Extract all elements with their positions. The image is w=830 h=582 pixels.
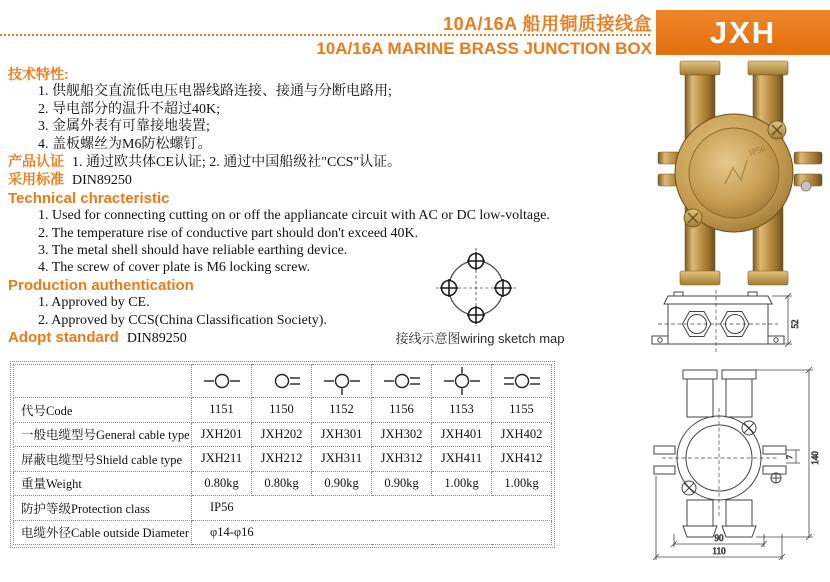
row-label: 一般电缆型号General cable type xyxy=(14,422,192,447)
cover-screw-top-right xyxy=(742,421,756,435)
box-lid xyxy=(664,296,772,304)
table-row-protection-class xyxy=(14,496,552,521)
dim-label-110: 110 xyxy=(712,546,726,556)
cell-value: 0.90kg xyxy=(312,471,372,496)
cell-value: 1150 xyxy=(252,398,312,423)
tech-cn-heading: 技术特性: xyxy=(8,66,69,82)
cert-cn-line xyxy=(8,153,656,171)
entry-config-symbol xyxy=(432,365,492,398)
front-view-drawing xyxy=(648,366,825,564)
row-label: 代号Code xyxy=(14,398,192,423)
cell-value: 0.80kg xyxy=(192,471,252,496)
cell-value: JXH211 xyxy=(192,447,252,472)
lid-screw-tab xyxy=(748,292,757,296)
mounting-foot-right xyxy=(768,336,784,344)
cover-screw-top-right xyxy=(768,121,786,139)
tech-en-item: 4. The screw of cover plate is M6 locking screw. xyxy=(38,260,311,276)
lid-screw-tab xyxy=(674,292,683,296)
terminal-screw-right xyxy=(494,279,512,297)
gland-hexcap-bottom-right xyxy=(722,526,756,537)
gland-bore-right xyxy=(726,315,745,334)
table-row-shield-cable xyxy=(14,447,552,472)
standard-cn-line xyxy=(8,171,656,189)
table-row-weight xyxy=(14,471,552,496)
table-row-code xyxy=(14,398,552,423)
table-row-cable-diameter xyxy=(14,520,552,545)
cell-value: 0.80kg xyxy=(252,471,312,496)
wiring-sketch-caption: 接线示意图wiring sketch map xyxy=(395,331,565,346)
entry-config-symbol xyxy=(372,365,432,398)
cell-value: 0.90kg xyxy=(372,471,432,496)
cert-cn-text: 1. 通过欧共体CE认证; 2. 通过中国船级社"CCS"认证。 xyxy=(72,155,402,171)
gland-hexcap-bottom-left xyxy=(683,526,717,537)
dim-label-140: 140 xyxy=(810,451,820,465)
lug-right-upper xyxy=(763,446,786,454)
row-label: 电缆外径Cable outside Diameter xyxy=(14,520,192,545)
cell-value: JXH301 xyxy=(312,422,372,447)
standard-en-heading: Adopt standard xyxy=(8,329,119,347)
tech-cn-item: 4. 盖板螺丝为M6防松螺钉。 xyxy=(38,136,212,152)
entry-config-symbol xyxy=(192,365,252,398)
dim-label-7: 7 xyxy=(785,455,794,459)
cell-value: 1152 xyxy=(312,398,372,423)
entry-config-symbol xyxy=(312,365,372,398)
gland-tube-top-left xyxy=(687,379,713,417)
lug-left-lower xyxy=(654,466,675,474)
cell-value: JXH402 xyxy=(492,422,552,447)
row-label: 屏蔽电缆型号Shield cable type xyxy=(14,447,192,472)
model-badge: JXH xyxy=(656,10,830,55)
gland-cap-top-right xyxy=(722,370,756,379)
cell-value: JXH202 xyxy=(252,422,312,447)
cell-value: 1.00kg xyxy=(432,471,492,496)
spec-table xyxy=(13,364,552,545)
entry-config-symbol xyxy=(252,365,312,398)
terminal-screw-bottom xyxy=(467,306,485,324)
gland-tube-bottom-right xyxy=(726,500,752,526)
foot-screw xyxy=(658,338,662,342)
side-view-drawing xyxy=(650,290,802,363)
cell-value: JXH411 xyxy=(432,447,492,472)
cert-cn-heading: 产品认证 xyxy=(8,153,64,170)
cell-value: IP56 xyxy=(192,496,552,521)
dimension-52 xyxy=(772,293,800,347)
dimension-7 xyxy=(785,450,800,463)
tech-en-item: 1. Used for connecting cutting on or off the appliancate circuit with AC or DC low-voltage. xyxy=(38,208,550,224)
table-row-general-cable xyxy=(14,422,552,447)
product-photo xyxy=(655,56,825,290)
tech-en-item: 2. The temperature rise of conductive part should don't exceed 40K. xyxy=(38,225,419,241)
tech-en-heading: Technical chracteristic xyxy=(8,189,170,207)
cell-value: 1.00kg xyxy=(492,471,552,496)
dim-label-52: 52 xyxy=(790,319,800,329)
cover-screw-bottom-left xyxy=(684,209,702,227)
cell-value: φ14-φ16 xyxy=(192,520,552,545)
symbol-header-row xyxy=(14,365,552,398)
mounting-lug-right xyxy=(794,152,822,191)
lug-bolt xyxy=(801,181,811,191)
cell-value: JXH401 xyxy=(432,422,492,447)
cover-engraving: IP56 xyxy=(747,143,767,158)
cell-value: JXH201 xyxy=(192,422,252,447)
mounting-foot-left xyxy=(652,336,668,344)
cover-screw-bottom-left xyxy=(682,481,696,495)
row-label: 重量Weight xyxy=(14,471,192,496)
gland-tube-bottom-left xyxy=(687,500,713,526)
cell-value: JXH311 xyxy=(312,447,372,472)
cell-value: JXH312 xyxy=(372,447,432,472)
standard-cn-value: DIN89250 xyxy=(72,173,132,189)
terminal-screw-top xyxy=(467,252,485,270)
auth-en-heading: Production authentication xyxy=(8,276,194,294)
cell-value: 1153 xyxy=(432,398,492,423)
row-label: 防护等级Protection class xyxy=(14,496,192,521)
dim-label-90: 90 xyxy=(714,533,724,543)
gland-tube-top-right xyxy=(726,379,752,417)
entry-config-symbol xyxy=(492,365,552,398)
foot-screw xyxy=(774,338,778,342)
tech-cn-item: 3. 金属外表有可靠接地装置; xyxy=(38,119,210,135)
spec-table-wrapper xyxy=(10,361,555,548)
header-dotted-divider xyxy=(0,34,650,36)
cell-value: JXH302 xyxy=(372,422,432,447)
tech-en-item: 3. The metal shell should have reliable earthing device. xyxy=(38,243,348,259)
standard-cn-heading: 采用标准 xyxy=(8,171,64,188)
standard-en-value: DIN89250 xyxy=(126,331,187,347)
terminal-screw-left xyxy=(440,279,458,297)
empty-corner-cell xyxy=(14,365,192,398)
tech-cn-item: 1. 供舰船交直流低电压电器线路连接、接通与分断电路用; xyxy=(38,84,392,100)
gland-cap-top-left xyxy=(683,370,717,379)
wiring-sketch-diagram xyxy=(416,244,536,328)
cell-value: 1156 xyxy=(372,398,432,423)
auth-en-item: 1. Approved by CE. xyxy=(38,295,150,311)
cell-value: 1151 xyxy=(192,398,252,423)
spec-text-block xyxy=(8,66,656,348)
page-title-english: 10A/16A MARINE BRASS JUNCTION BOX xyxy=(316,39,652,58)
cell-value: 1155 xyxy=(492,398,552,423)
cell-value: JXH412 xyxy=(492,447,552,472)
lug-bolt xyxy=(771,473,781,483)
lug-left-upper xyxy=(654,446,675,454)
cell-value: JXH212 xyxy=(252,447,312,472)
auth-en-item: 2. Approved by CCS(China Classification Society). xyxy=(38,312,327,328)
page-title-chinese: 10A/16A 船用铜质接线盒 xyxy=(443,14,652,34)
tech-cn-item: 2. 导电部分的温升不超过40K; xyxy=(38,101,220,117)
